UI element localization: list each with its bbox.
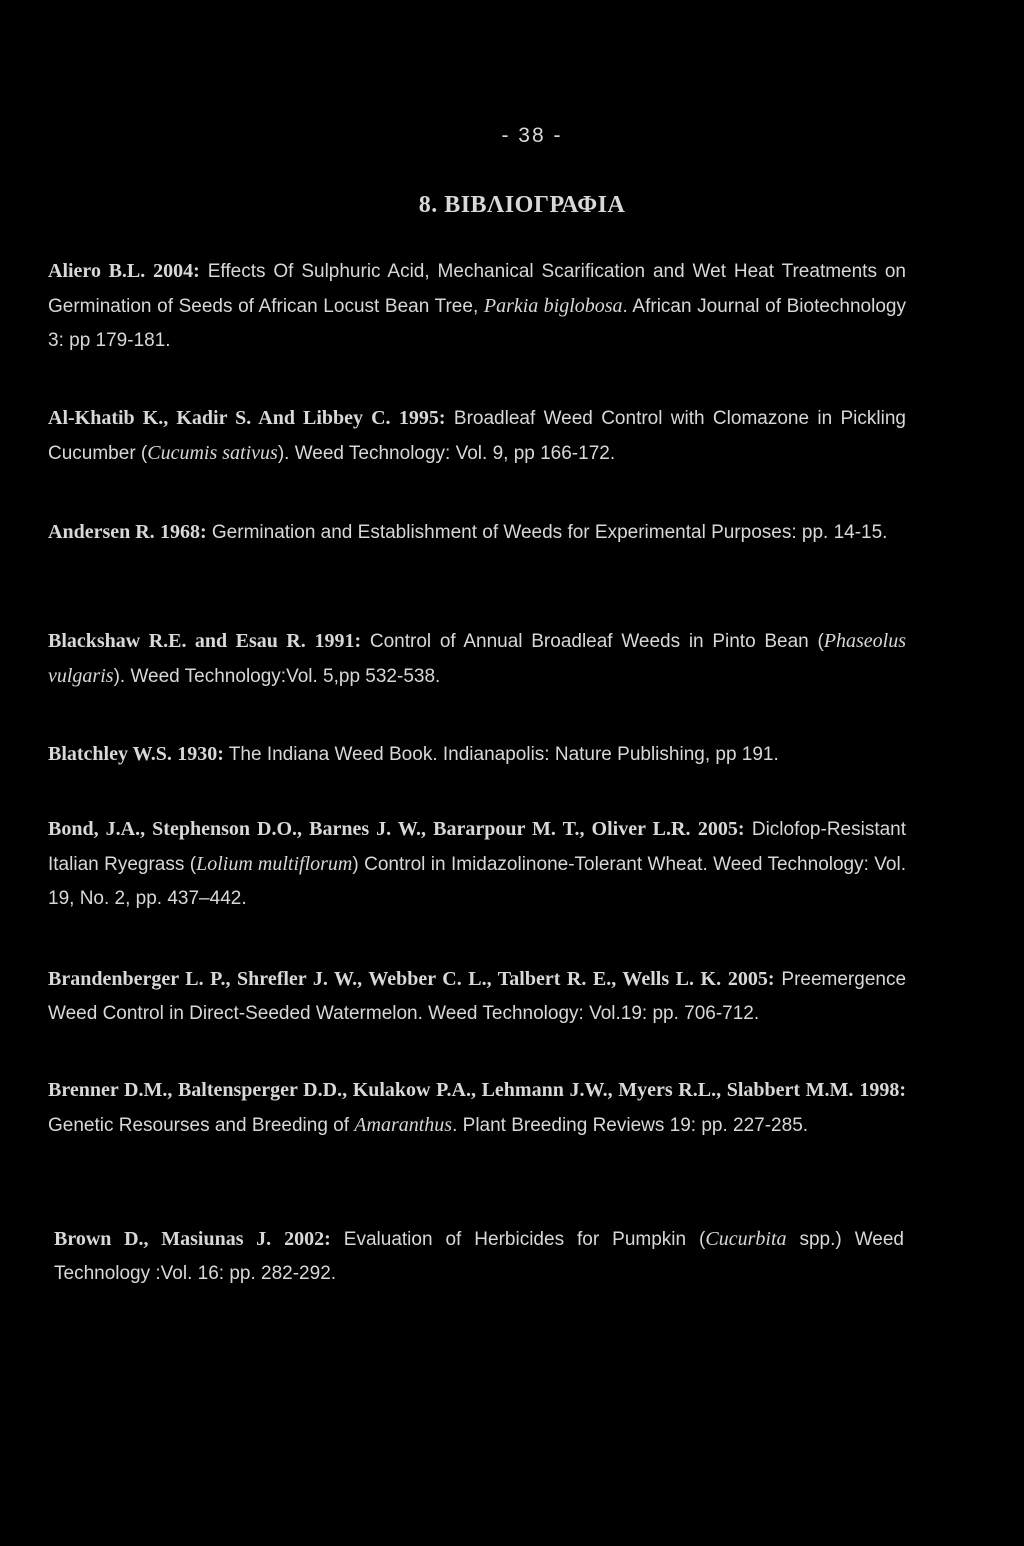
reference-text: Genetic Resourses and Breeding of [48, 1115, 355, 1136]
reference-year: 1995: [398, 407, 446, 429]
reference-entry [48, 962, 906, 1031]
reference-year: 2004: [153, 260, 200, 282]
reference-year: 1930: [177, 743, 224, 765]
reference-italic: Cucumis sativus [147, 442, 278, 464]
reference-authors: Al-Khatib K., Kadir S. And Libbey C. [48, 407, 391, 429]
reference-entry [48, 1073, 906, 1143]
reference-entry [48, 401, 906, 471]
reference-entry [54, 1222, 904, 1291]
reference-year: 2005: [727, 968, 775, 990]
reference-entry [48, 812, 906, 916]
reference-authors: Brandenberger L. P., Shrefler J. W., Webber C. L., Talbert R. E., Wells L. K. [48, 968, 722, 990]
reference-italic: Cucurbita [705, 1228, 787, 1250]
page-number: - 38 - [501, 124, 563, 147]
reference-year: 1991: [314, 630, 362, 652]
reference-authors: Bond, J.A., Stephenson D.O., Barnes J. W., Bararpour M. T., Oliver L.R. [48, 818, 691, 840]
reference-italic: Lolium multiflorum [196, 853, 353, 875]
reference-text: . African Journal of Biotechnology 3: pp 179-181. [48, 296, 906, 351]
reference-italic: Parkia biglobosa [483, 295, 623, 317]
reference-entry [48, 624, 906, 694]
reference-text: Effects Of Sulphuric Acid, Mechanical Scarification and Wet Heat Treatments on Germination of Seeds of African Locust Bean Tree, [48, 261, 906, 317]
reference-text: . Plant Breeding Reviews 19: pp. 227-285. [452, 1115, 809, 1136]
reference-year: 2002: [284, 1228, 331, 1250]
reference-entry [48, 737, 906, 772]
reference-entry [48, 254, 906, 358]
reference-text: Germination and Establishment of Weeds for Experimental Purposes: pp. 14-15. [206, 522, 888, 543]
reference-italic: Amaranthus [354, 1114, 453, 1136]
reference-text: Diclofop-Resistant Italian Ryegrass ( [48, 819, 907, 875]
reference-text: ). Weed Technology:Vol. 5,pp 532-538. [113, 666, 441, 687]
reference-authors: Blackshaw R.E. and Esau R. [48, 630, 306, 652]
reference-text: Preemergence Weed Control in Direct-Seeded Watermelon. Weed Technology: Vol.19: pp. 706-712. [48, 969, 907, 1024]
reference-text: Control of Annual Broadleaf Weeds in Pinto Bean ( [361, 631, 824, 652]
reference-text: The Indiana Weed Book. Indianapolis: Nature Publishing, pp 191. [223, 744, 779, 765]
reference-text: spp.) Weed Technology :Vol. 16: pp. 282-292. [54, 1229, 904, 1284]
reference-text: Evaluation of Herbicides for Pumpkin ( [330, 1229, 706, 1250]
reference-authors: Brenner D.M., Baltensperger D.D., Kulakow P.A., Lehmann J.W., Myers R.L., Slabbert M.M. [48, 1079, 854, 1101]
reference-entry [48, 515, 906, 550]
reference-authors: Brown D., Masiunas J. [54, 1228, 272, 1250]
reference-authors: Blatchley W.S. [48, 743, 172, 765]
reference-italic: Phaseolus vulgaris [48, 630, 907, 687]
reference-year: 1968: [159, 521, 207, 543]
reference-year: 2005: [697, 818, 745, 840]
section-heading: 8. ΒΙΒΛΙΟΓΡΑΦΙΑ [418, 192, 626, 218]
reference-authors: Andersen R. [48, 521, 155, 543]
reference-year: 1998: [859, 1079, 907, 1101]
reference-text: Broadleaf Weed Control with Clomazone in Pickling Cucumber ( [48, 408, 906, 464]
reference-text: ) Control in Imidazolinone-Tolerant Wheat. Weed Technology: Vol. 19, No. 2, pp. 437–442. [48, 854, 906, 909]
reference-text: ). Weed Technology: Vol. 9, pp 166-172. [277, 443, 616, 464]
reference-authors: Aliero B.L. [48, 260, 146, 282]
